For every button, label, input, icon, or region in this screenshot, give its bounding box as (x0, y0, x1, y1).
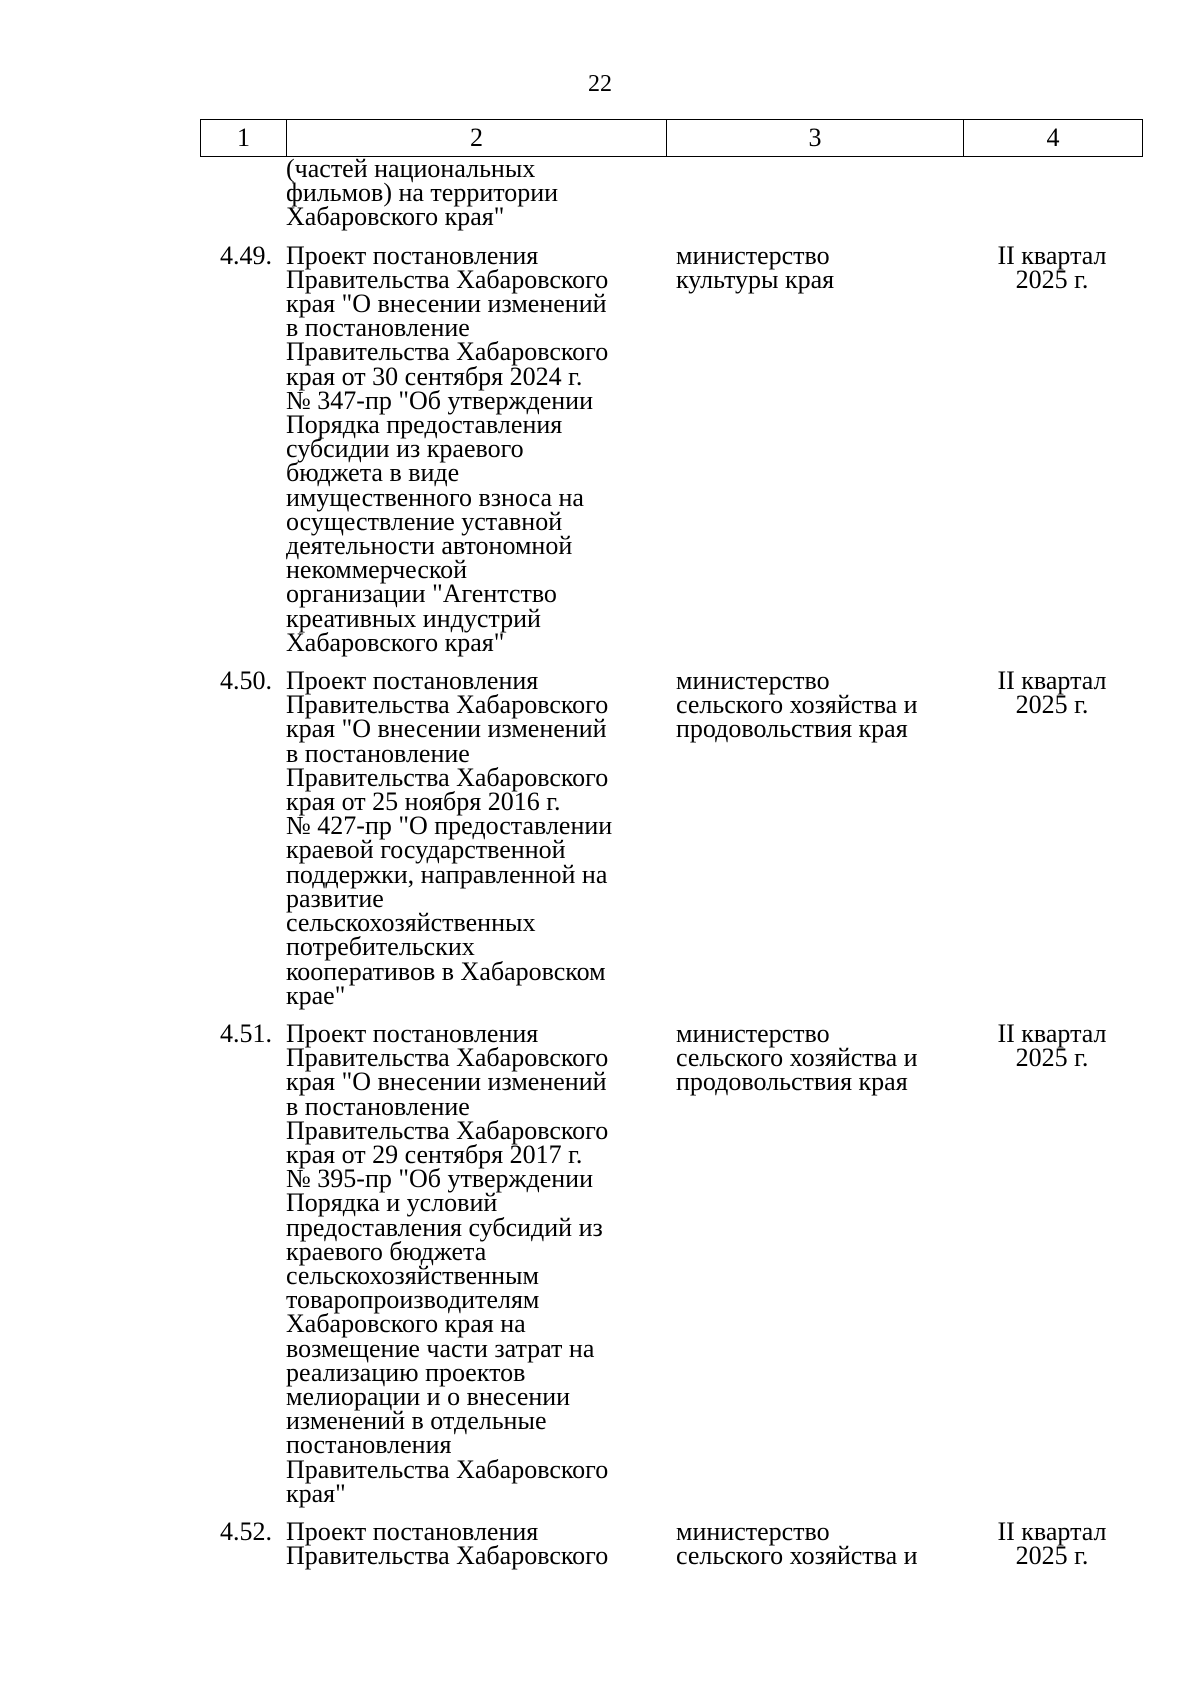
row-deadline: II квартал 2025 г. (997, 666, 1107, 720)
table-header (200, 119, 1143, 157)
table-body (200, 154, 1143, 1571)
table-row (200, 1516, 1143, 1571)
row-deadline: II квартал 2025 г. (997, 1516, 1107, 1571)
row-number: 4.52. (220, 1516, 272, 1546)
row-responsible: министерство сельского хозяйства и продовольствия края (676, 1018, 918, 1097)
row-responsible: министерство культуры края (676, 240, 835, 294)
row-deadline (963, 157, 1141, 230)
page-number: 22 (588, 71, 612, 97)
row-deadline: II квартал 2025 г. (997, 1018, 1107, 1073)
header-col-2: 2 (287, 120, 667, 156)
table-row (200, 240, 1143, 657)
row-title: Проект постановления Правительства Хабаровского края "О внесении изменений в постановление Правительства Хабаровского края от 25 ноября 2016 г. № 427-пр "О предоставлении краевой государственной поддержки, направленной на развитие сельскохозяйственных потребительских кооперативов в Хабаровском крае" (286, 666, 613, 1010)
header-col-1: 1 (201, 120, 287, 156)
row-deadline: II квартал 2025 г. (997, 240, 1107, 294)
table-row (200, 666, 1143, 1010)
row-responsible: министерство сельского хозяйства и продовольствия края (676, 666, 918, 744)
row-responsible (666, 157, 963, 230)
row-number: 4.49. (220, 240, 272, 270)
row-title: Проект постановления Правительства Хабаровского края "О внесении изменений в постановление Правительства Хабаровского края от 30 сентября 2024 г. № 347-пр "Об утверждении Порядка предоставления субсидии из краевого бюджета в виде имущественного взноса на осуществление уставной деятельности автономной некоммерческой организации "Агентство креативных индустрий Хабаровского края" (286, 240, 609, 657)
row-responsible: министерство сельского хозяйства и (676, 1516, 918, 1571)
header-col-4: 4 (1046, 123, 1060, 152)
table-row (200, 1018, 1143, 1508)
row-title: (частей национальных фильмов) на территории Хабаровского края" (286, 154, 559, 232)
table-row-continuation (200, 154, 1143, 232)
header-col-3: 3 (667, 120, 964, 156)
row-number: 4.50. (220, 666, 272, 696)
row-title: Проект постановления Правительства Хабаровского края "О внесении изменений в постановление Правительства Хабаровского края от 29 сентября 2017 г. № 395-пр "Об утверждении Порядка и условий предоставления субсидий из краевого бюджета сельскохозяйственным товаропроизводителям Хабаровского края на возмещение части затрат на реализацию проектов мелиорации и о внесении изменений в отдельные постановления Правительства Хабаровского края" (286, 1018, 609, 1508)
row-title: Проект постановления Правительства Хабаровского (286, 1516, 609, 1571)
row-number: 4.51. (220, 1018, 272, 1048)
row-number (200, 157, 286, 230)
